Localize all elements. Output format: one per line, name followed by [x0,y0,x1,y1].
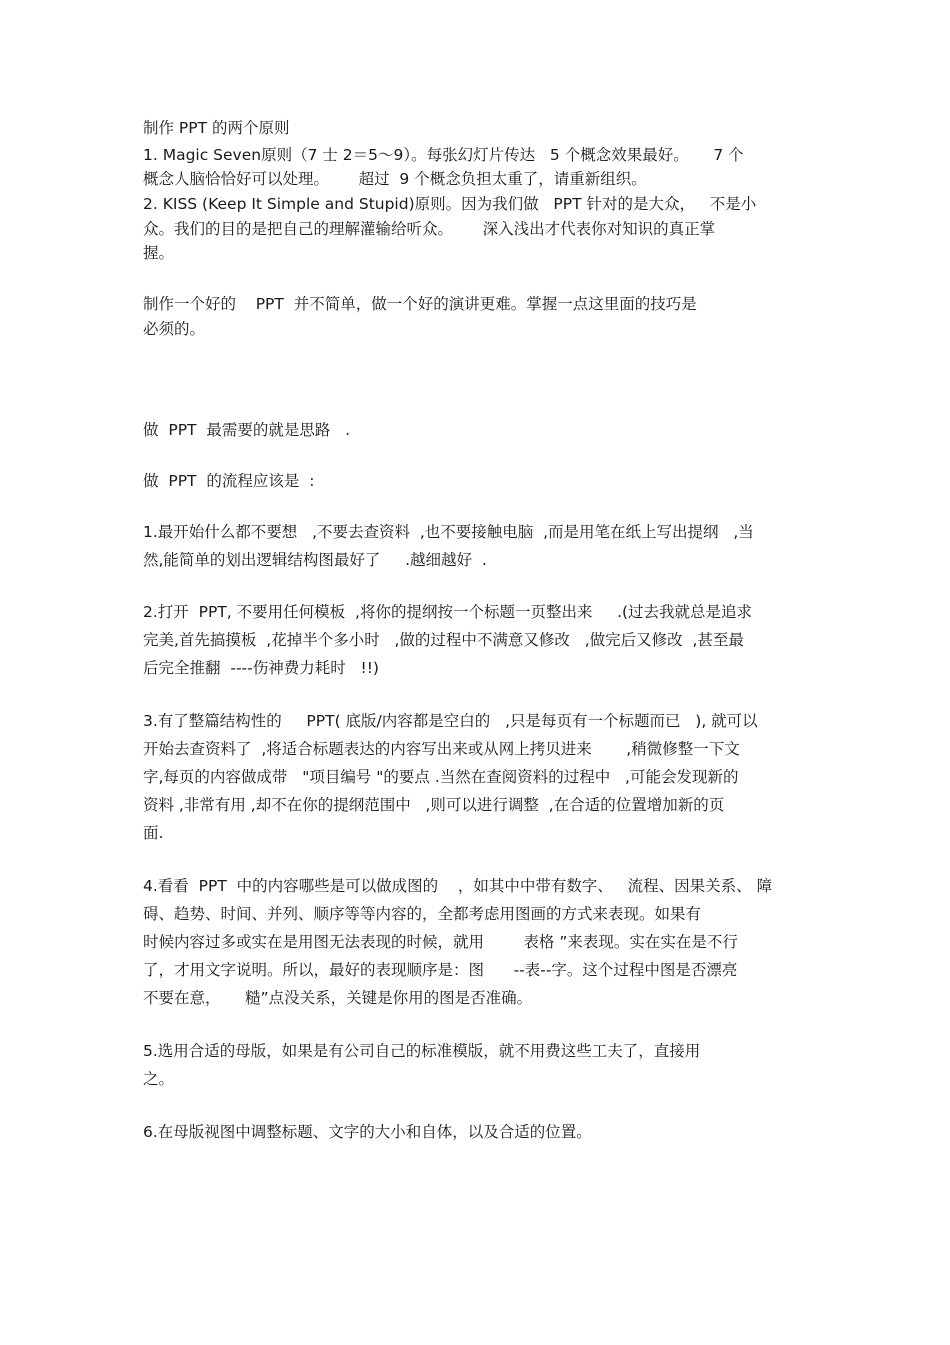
text-line: 字,每页的内容做成带 "项目编号 "的要点 .当然在查阅资料的过程中 ,可能会发现新的 [143,768,739,786]
text-line: 面. [143,824,164,842]
text-line: 开始去查资料了 ,将适合标题表达的内容写出来或从网上拷贝进来 ,稍微修整一下文 [143,740,740,758]
text-line: 碍、趋势、时间、并列、顺序等等内容的，全都考虑用图画的方式来表现。如果有 [143,905,702,923]
text-line: 1.最开始什么都不要想 ,不要去查资料 ,也不要接触电脑 ,而是用笔在纸上写出提纲 ,当 [143,523,754,541]
text-line: 然,能简单的划出逻辑结构图最好了 .越细越好 . [143,551,487,569]
text-line: 1. Magic Seven原则（7 士 2＝5～9）。每张幻灯片传达 5 个概念效果最好。 7 个 [143,146,744,164]
text-line: 后完全推翻 ----伤神费力耗时 !!) [143,659,379,677]
text-line: 2.打开 PPT, 不要用任何模板 ,将你的提纲按一个标题一页整出来 .(过去我就总是追求 [143,603,753,621]
text-line: 3.有了整篇结构性的 PPT( 底版/内容都是空白的 ,只是每页有一个标题而已 ), 就可以 [143,712,758,730]
text-line: 之。 [143,1070,175,1088]
text-line: 握。 [143,244,175,262]
text-line: 2. KISS (Keep It Simple and Stupid)原则。因为我们做 PPT 针对的是大众， 不是小 [143,195,757,213]
text-line: 4.看看 PPT 中的内容哪些是可以做成图的 ，如其中中带有数字、 流程、因果关系、 障 [143,877,773,895]
text-line: 众。我们的目的是把自己的理解灌输给听众。 深入浅出才代表你对知识的真正掌 [143,220,716,238]
text-line: 时候内容过多或实在是用图无法表现的时候，就用 表格 ”来表现。实在实在是不行 [143,933,738,951]
text-line: 5.选用合适的母版，如果是有公司自己的标准模版，就不用费这些工夫了，直接用 [143,1042,701,1060]
text-line: 概念人脑恰恰好可以处理。 超过 9 个概念负担太重了，请重新组织。 [143,170,647,188]
text-line: 做 PPT 最需要的就是思路 . [143,421,351,439]
text-line: 制作一个好的 PPT 并不简单，做一个好的演讲更难。掌握一点这里面的技巧是 [143,295,697,313]
text-line: 完美,首先搞摸板 ,花掉半个多小时 ,做的过程中不满意又修改 ,做完后又修改 ,甚至最 [143,631,744,649]
text-line: 不要在意， 糙”点没关系，关键是你用的图是否准确。 [143,989,533,1007]
text-line: 了，才用文字说明。所以，最好的表现顺序是：图 --表--字。这个过程中图是否漂亮 [143,961,738,979]
text-line: 做 PPT 的流程应该是 : [143,472,315,490]
doc-title: 制作 PPT 的两个原则 [143,119,290,137]
text-line: 必须的。 [143,320,206,338]
text-line: 资料 ,非常有用 ,却不在你的提纲范围中 ,则可以进行调整 ,在合适的位置增加新的页 [143,796,725,814]
text-line: 6.在母版视图中调整标题、文字的大小和自体，以及合适的位置。 [143,1123,592,1141]
